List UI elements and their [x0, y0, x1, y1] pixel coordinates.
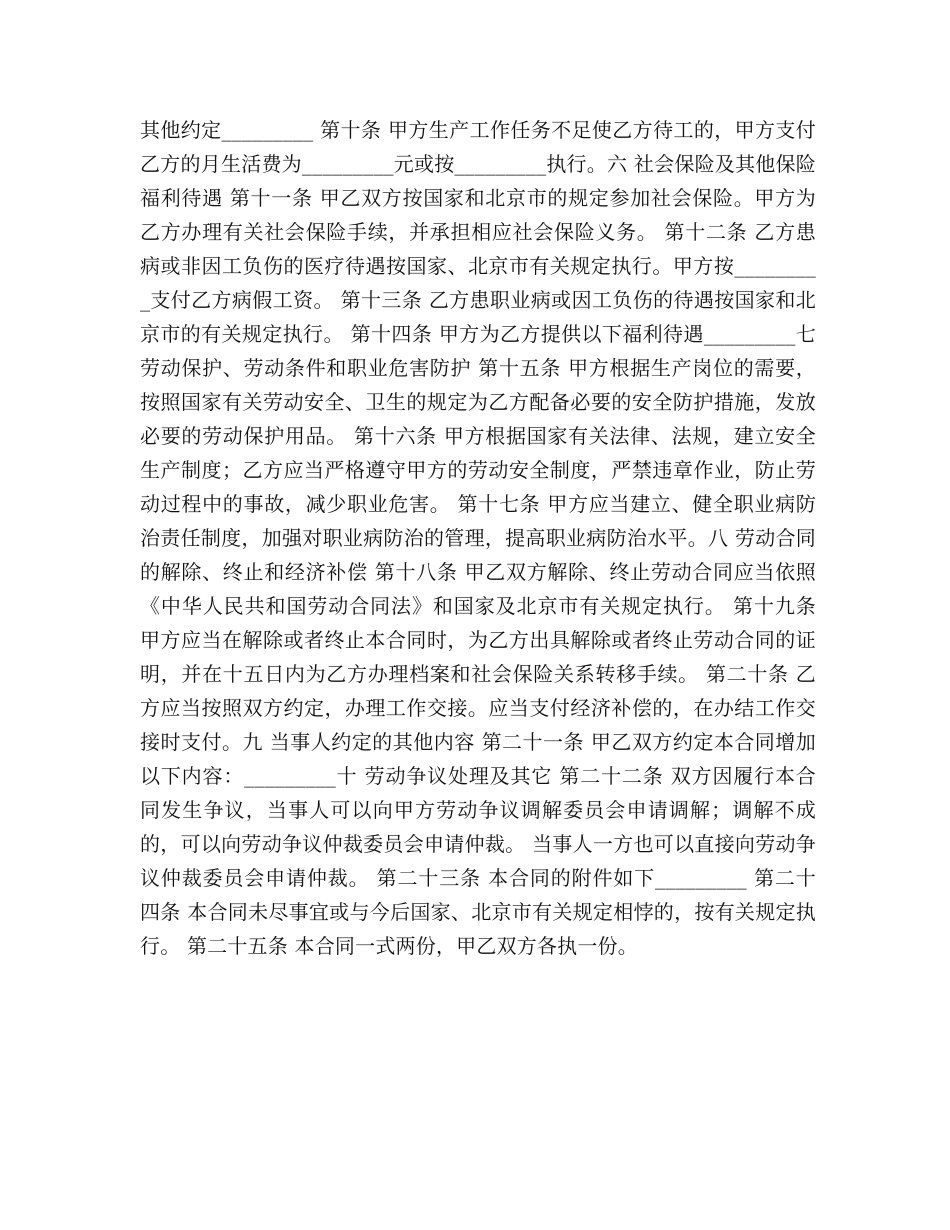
contract-body-text: 其他约定_________ 第十条 甲方生产工作任务不足使乙方待工的，甲方支付乙方的月生活费为_________元或按_________执行。六 社会保险及其他保险福利待遇 第十一条 甲乙双方按国家和北京市的规定参加社会保险。甲方为乙方办理有关社会保险手续，并承担相应社会保险义务。 第十二条 乙方患病或非因工负伤的医疗待遇按国家、北京市有关规定执行。甲方按_________支付乙方病假工资。 第十三条 乙方患职业病或因工负伤的待遇按国家和北京市的有关规定执行。 第十四条 甲方为乙方提供以下福利待遇_________七 劳动保护、劳动条件和职业危害防护 第十五条 甲方根据生产岗位的需要，按照国家有关劳动安全、卫生的规定为乙方配备必要的安全防护措施，发放必要的劳动保护用品。 第十六条 甲方根据国家有关法律、法规，建立安全生产制度；乙方应当严格遵守甲方的劳动安全制度，严禁违章作业，防止劳动过程中的事故，减少职业危害。 第十七条 甲方应当建立、健全职业病防治责任制度，加强对职业病防治的管理，提高职业病防治水平。八 劳动合同的解除、终止和经济补偿 第十八条 甲乙双方解除、终止劳动合同应当依照《中华人民共和国劳动合同法》和国家及北京市有关规定执行。 第十九条 甲方应当在解除或者终止本合同时，为乙方出具解除或者终止劳动合同的证明，并在十五日内为乙方办理档案和社会保险关系转移手续。 第二十条 乙方应当按照双方约定，办理工作交接。应当支付经济补偿的，在办结工作交接时支付。九 当事人约定的其他内容 第二十一条 甲乙双方约定本合同增加以下内容：_________十 劳动争议处理及其它 第二十二条 双方因履行本合同发生争议，当事人可以向甲方劳动争议调解委员会申请调解；调解不成的，可以向劳动争议仲裁委员会申请仲裁。 当事人一方也可以直接向劳动争议仲裁委员会申请仲裁。 第二十三条 本合同的附件如下_________ 第二十四条 本合同未尽事宜或与今后国家、北京市有关规定相悖的，按有关规定执行。 第二十五条 本合同一式两份，甲乙双方各执一份。: [140, 118, 816, 958]
